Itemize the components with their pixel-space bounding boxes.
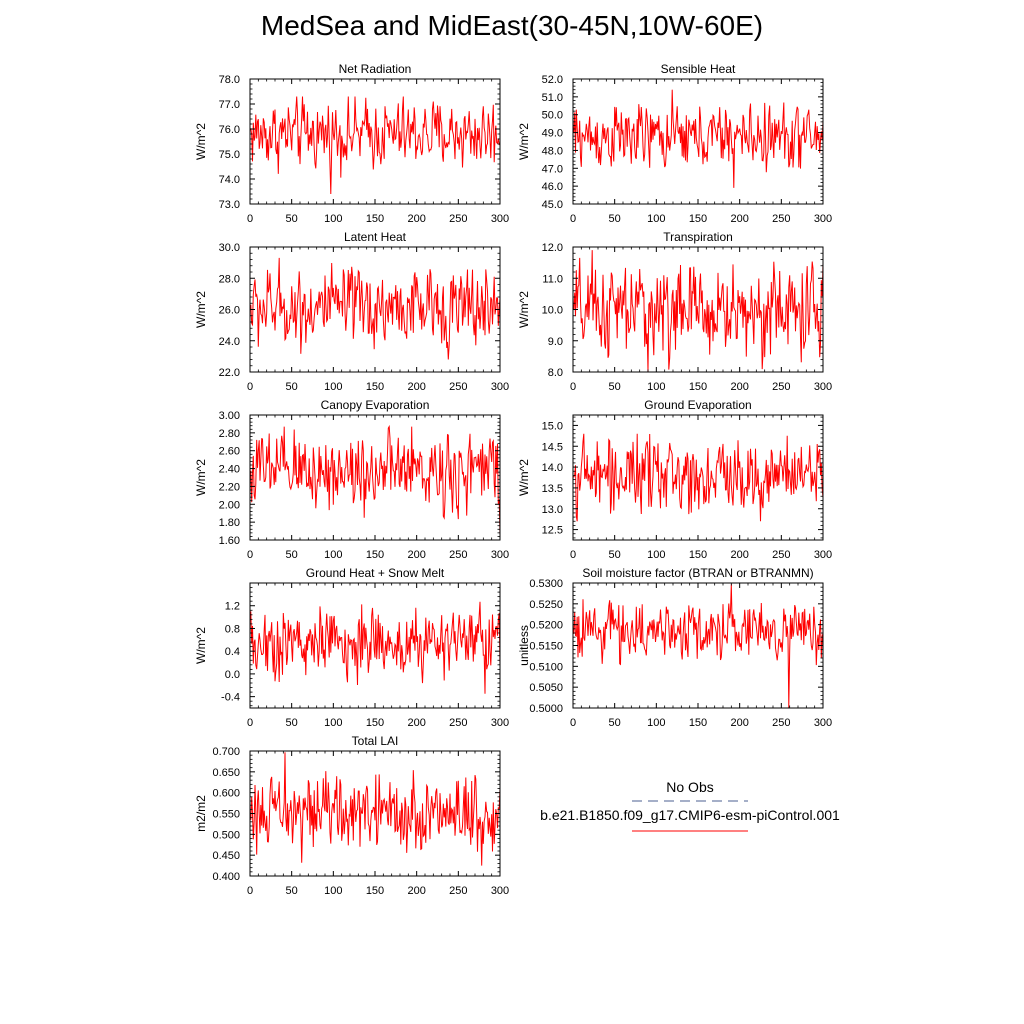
ground-heat-snow-melt-ytick-label: 1.2	[224, 600, 240, 613]
ground-heat-snow-melt-series-line	[251, 602, 500, 694]
latent-heat-series-line	[251, 258, 500, 360]
sensible-heat-ytick-label: 46.0	[541, 181, 563, 194]
ground-heat-snow-melt-ytick-label: 0.4	[224, 646, 240, 659]
sensible-heat-ytick-label: 50.0	[541, 109, 563, 122]
transpiration-title: Transpiration	[663, 230, 733, 244]
canopy-evaporation-xtick-label: 200	[407, 549, 426, 561]
ground-evaporation-xtick-label: 100	[647, 549, 666, 561]
canopy-evaporation-xtick-label: 100	[324, 549, 343, 561]
sensible-heat-xtick-label: 250	[772, 213, 791, 225]
canopy-evaporation-title: Canopy Evaporation	[320, 398, 430, 412]
net-radiation-ytick-label: 78.0	[218, 74, 240, 86]
soil-moisture-factor-btran-or-btranmn-xtick-label: 0	[569, 717, 577, 729]
total-lai-ytick-label: 0.400	[212, 871, 240, 883]
ground-evaporation-ytick-label: 15.0	[541, 420, 563, 433]
net-radiation-xtick-label: 300	[490, 213, 510, 225]
transpiration-xtick-label: 0	[569, 381, 577, 393]
canopy-evaporation-ytick-label: 2.40	[218, 463, 240, 476]
legend-obs-label: No Obs	[666, 779, 714, 795]
sensible-heat-ylabel: W/m^2	[517, 123, 531, 160]
soil-moisture-factor-btran-or-btranmn-ytick-label: 0.5100	[529, 661, 563, 674]
net-radiation-ytick-label: 74.0	[218, 174, 240, 186]
total-lai-ytick-label: 0.550	[212, 808, 240, 821]
soil-moisture-factor-btran-or-btranmn-xtick-label: 250	[772, 717, 791, 729]
transpiration-ylabel: W/m^2	[517, 291, 531, 328]
transpiration-ytick-label: 8.0	[547, 367, 563, 379]
ground-evaporation-xtick-label: 0	[569, 549, 577, 561]
sensible-heat-series-line	[574, 90, 823, 188]
total-lai-ytick-label: 0.700	[212, 746, 240, 758]
ground-evaporation-ylabel: W/m^2	[517, 459, 531, 496]
transpiration-xtick-label: 300	[813, 381, 833, 393]
sensible-heat-xtick-label: 200	[730, 213, 749, 225]
net-radiation-xtick-label: 100	[324, 213, 343, 225]
ground-evaporation-xtick-label: 200	[730, 549, 749, 561]
ground-heat-snow-melt-xtick-label: 200	[407, 717, 426, 729]
ground-evaporation-ytick-label: 13.5	[541, 482, 563, 495]
total-lai-ytick-label: 0.500	[212, 829, 240, 842]
net-radiation-xtick-label: 250	[449, 213, 468, 225]
transpiration-xtick-label: 50	[608, 381, 621, 393]
canopy-evaporation-xtick-label: 50	[285, 549, 298, 561]
sensible-heat-ytick-label: 52.0	[541, 74, 563, 86]
canopy-evaporation-xtick-label: 150	[365, 549, 385, 561]
chart-sensible-heat	[517, 62, 832, 225]
ground-evaporation-xtick-label: 150	[688, 549, 708, 561]
sensible-heat-xtick-label: 100	[647, 213, 666, 225]
sensible-heat-ytick-label: 51.0	[541, 91, 563, 104]
ground-heat-snow-melt-ylabel: W/m^2	[194, 627, 208, 664]
transpiration-xtick-label: 250	[772, 381, 791, 393]
latent-heat-ytick-label: 30.0	[218, 242, 240, 254]
soil-moisture-factor-btran-or-btranmn-title: Soil moisture factor (BTRAN or BTRANMN)	[582, 566, 814, 580]
chart-transpiration	[517, 230, 832, 393]
net-radiation-xtick-label: 50	[285, 213, 298, 225]
legend-model-label: b.e21.B1850.f09_g17.CMIP6-esm-piControl.001	[540, 807, 840, 823]
total-lai-ytick-label: 0.600	[212, 787, 240, 800]
chart-soil-moisture-factor-btran-or-btranmn	[517, 566, 832, 729]
sensible-heat-ytick-label: 47.0	[541, 163, 563, 176]
latent-heat-xtick-label: 250	[449, 381, 468, 393]
latent-heat-ytick-label: 22.0	[218, 367, 240, 379]
canopy-evaporation-ytick-label: 1.60	[218, 535, 240, 547]
ground-heat-snow-melt-title: Ground Heat + Snow Melt	[305, 566, 445, 580]
canopy-evaporation-xtick-label: 300	[490, 549, 510, 561]
chart-latent-heat	[194, 230, 509, 393]
total-lai-xtick-label: 200	[407, 885, 426, 897]
chart-net-radiation	[194, 62, 509, 225]
transpiration-ytick-label: 12.0	[541, 242, 563, 254]
soil-moisture-factor-btran-or-btranmn-xtick-label: 100	[647, 717, 666, 729]
ground-heat-snow-melt-ytick-label: 0.8	[224, 623, 240, 636]
transpiration-ytick-label: 9.0	[547, 335, 563, 348]
canopy-evaporation-xtick-label: 0	[246, 549, 254, 561]
latent-heat-ytick-label: 26.0	[218, 304, 240, 317]
canopy-evaporation-ytick-label: 2.80	[218, 427, 240, 440]
sensible-heat-ytick-label: 48.0	[541, 145, 563, 158]
latent-heat-xtick-label: 0	[246, 381, 254, 393]
net-radiation-ylabel: W/m^2	[194, 123, 208, 160]
net-radiation-title: Net Radiation	[338, 62, 412, 76]
legend	[540, 779, 840, 831]
chart-ground-evaporation	[517, 398, 832, 561]
ground-evaporation-xtick-label: 250	[772, 549, 791, 561]
net-radiation-ytick-label: 77.0	[218, 99, 240, 111]
transpiration-ytick-label: 11.0	[542, 273, 563, 286]
ground-evaporation-series-line	[574, 434, 823, 522]
soil-moisture-factor-btran-or-btranmn-ytick-label: 0.5150	[529, 640, 563, 653]
ground-heat-snow-melt-xtick-label: 0	[246, 717, 254, 729]
ground-heat-snow-melt-ytick-label: 0.0	[224, 668, 240, 681]
latent-heat-xtick-label: 300	[490, 381, 510, 393]
sensible-heat-xtick-label: 0	[569, 213, 577, 225]
chart-panels	[194, 62, 832, 897]
latent-heat-title: Latent Heat	[343, 230, 407, 244]
ground-evaporation-title: Ground Evaporation	[644, 398, 752, 412]
latent-heat-xtick-label: 200	[407, 381, 426, 393]
total-lai-xtick-label: 50	[285, 885, 298, 897]
soil-moisture-factor-btran-or-btranmn-xtick-label: 50	[608, 717, 621, 729]
sensible-heat-xtick-label: 50	[608, 213, 621, 225]
ground-heat-snow-melt-xtick-label: 50	[285, 717, 298, 729]
ground-evaporation-ytick-label: 14.0	[541, 462, 563, 475]
soil-moisture-factor-btran-or-btranmn-xtick-label: 200	[730, 717, 749, 729]
canopy-evaporation-series-line	[251, 427, 500, 536]
canopy-evaporation-ytick-label: 2.00	[218, 499, 240, 512]
net-radiation-xtick-label: 0	[246, 213, 254, 225]
canopy-evaporation-ytick-label: 2.20	[218, 481, 240, 494]
soil-moisture-factor-btran-or-btranmn-ytick-label: 0.5250	[529, 598, 563, 611]
soil-moisture-factor-btran-or-btranmn-ytick-label: 0.5200	[529, 619, 563, 632]
soil-moisture-factor-btran-or-btranmn-ytick-label: 0.5050	[529, 682, 563, 695]
chart-canopy-evaporation	[194, 398, 509, 561]
canopy-evaporation-ytick-label: 3.00	[218, 410, 240, 422]
sensible-heat-xtick-label: 300	[813, 213, 833, 225]
total-lai-ytick-label: 0.450	[212, 850, 240, 863]
sensible-heat-ytick-label: 49.0	[541, 127, 563, 140]
total-lai-xtick-label: 150	[365, 885, 385, 897]
canopy-evaporation-xtick-label: 250	[449, 549, 468, 561]
net-radiation-ytick-label: 76.0	[218, 124, 240, 136]
ground-evaporation-ytick-label: 12.5	[541, 524, 563, 537]
soil-moisture-factor-btran-or-btranmn-ytick-label: 0.5000	[529, 703, 563, 715]
canopy-evaporation-ytick-label: 2.60	[218, 445, 240, 458]
ground-evaporation-xtick-label: 300	[813, 549, 833, 561]
sensible-heat-title: Sensible Heat	[660, 62, 736, 76]
transpiration-series-line	[574, 250, 823, 372]
net-radiation-series-line	[251, 97, 500, 195]
soil-moisture-factor-btran-or-btranmn-xtick-label: 150	[688, 717, 708, 729]
chart-total-lai	[194, 734, 509, 897]
soil-moisture-factor-btran-or-btranmn-xtick-label: 300	[813, 717, 833, 729]
latent-heat-xtick-label: 100	[324, 381, 343, 393]
chart-ground-heat-snow-melt	[194, 566, 509, 729]
latent-heat-ytick-label: 24.0	[218, 335, 240, 348]
total-lai-title: Total LAI	[351, 734, 399, 748]
latent-heat-xtick-label: 150	[365, 381, 385, 393]
ground-evaporation-ytick-label: 14.5	[541, 441, 563, 454]
transpiration-xtick-label: 150	[688, 381, 708, 393]
soil-moisture-factor-btran-or-btranmn-series-line	[574, 584, 823, 707]
transpiration-xtick-label: 100	[647, 381, 666, 393]
sensible-heat-ytick-label: 45.0	[541, 199, 563, 211]
total-lai-ylabel: m2/m2	[194, 795, 208, 832]
net-radiation-ytick-label: 73.0	[218, 199, 240, 211]
total-lai-xtick-label: 0	[246, 885, 254, 897]
ground-evaporation-xtick-label: 50	[608, 549, 621, 561]
ground-heat-snow-melt-xtick-label: 150	[365, 717, 385, 729]
ground-heat-snow-melt-ytick-label: -0.4	[221, 691, 240, 704]
net-radiation-xtick-label: 150	[365, 213, 385, 225]
net-radiation-xtick-label: 200	[407, 213, 426, 225]
net-radiation-ytick-label: 75.0	[218, 149, 240, 161]
canopy-evaporation-ytick-label: 1.80	[218, 517, 240, 530]
total-lai-ytick-label: 0.650	[212, 766, 240, 779]
canopy-evaporation-ylabel: W/m^2	[194, 459, 208, 496]
transpiration-xtick-label: 200	[730, 381, 749, 393]
ground-heat-snow-melt-xtick-label: 300	[490, 717, 510, 729]
figure-title: MedSea and MidEast(30-45N,10W-60E)	[260, 10, 764, 41]
latent-heat-ytick-label: 28.0	[218, 273, 240, 286]
total-lai-xtick-label: 100	[324, 885, 343, 897]
ground-evaporation-ytick-label: 13.0	[541, 503, 563, 516]
latent-heat-xtick-label: 50	[285, 381, 298, 393]
ground-heat-snow-melt-xtick-label: 250	[449, 717, 468, 729]
transpiration-ytick-label: 10.0	[541, 304, 563, 317]
sensible-heat-xtick-label: 150	[688, 213, 708, 225]
total-lai-xtick-label: 250	[449, 885, 468, 897]
soil-moisture-factor-btran-or-btranmn-ylabel: unitless	[517, 625, 531, 666]
total-lai-series-line	[251, 752, 500, 865]
soil-moisture-factor-btran-or-btranmn-ytick-label: 0.5300	[529, 578, 563, 590]
ground-heat-snow-melt-xtick-label: 100	[324, 717, 343, 729]
total-lai-xtick-label: 300	[490, 885, 510, 897]
latent-heat-ylabel: W/m^2	[194, 291, 208, 328]
